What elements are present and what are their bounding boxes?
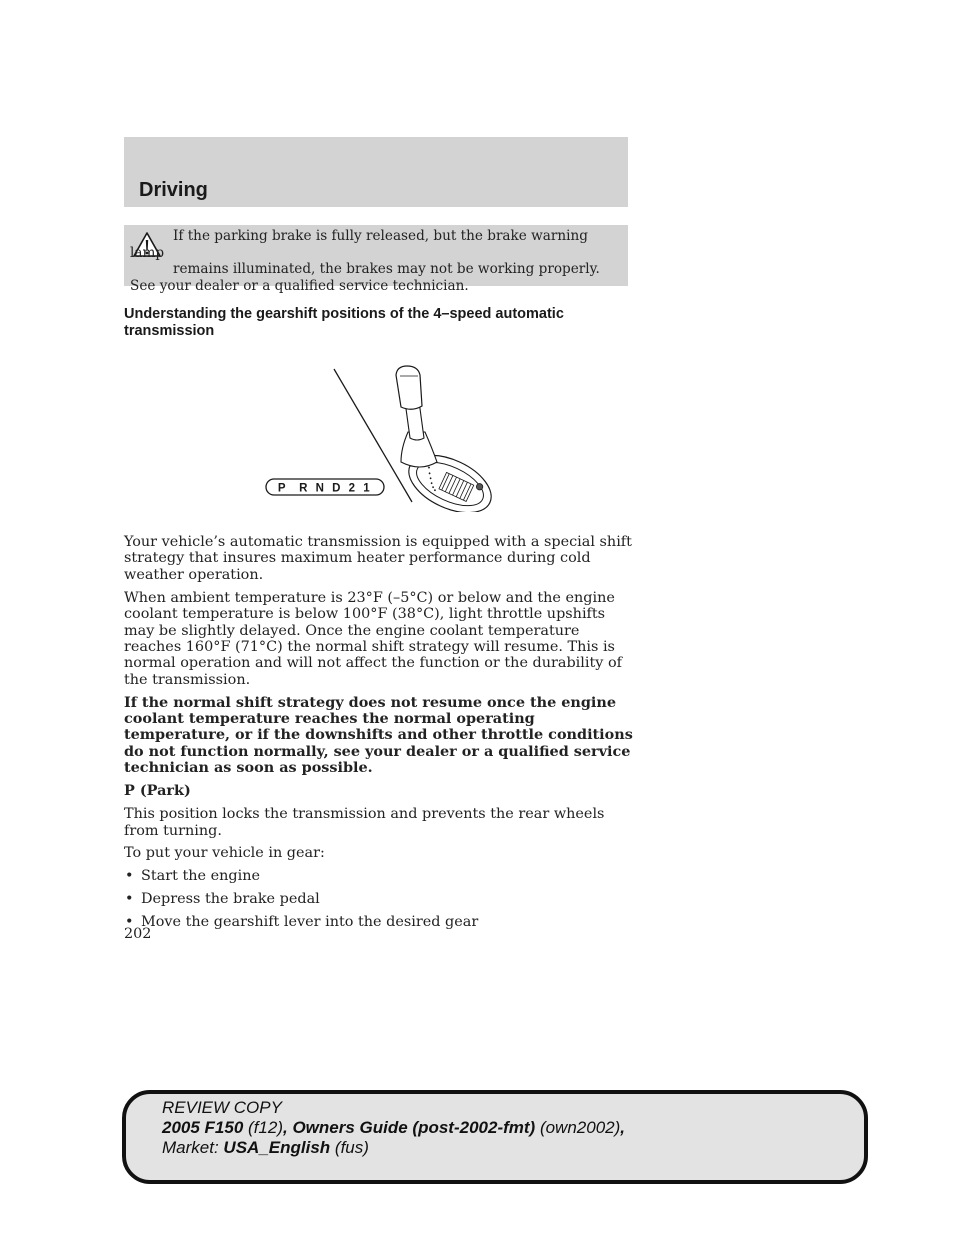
warning-text	[130, 228, 624, 294]
list-item: • Depress the brake pedal	[125, 891, 320, 908]
warning-box	[124, 225, 628, 294]
market-code: (fus)	[334, 1138, 369, 1157]
page-number: 202	[124, 926, 152, 942]
body-text	[124, 534, 634, 937]
paragraph-heater-strategy: Your vehicle’s automatic transmission is equipped with a special shift strategy that insures maximum heater performance during cold weather operation.	[124, 534, 632, 583]
warning-line-2: remains illuminated, the brakes may not be working properly.	[173, 261, 600, 277]
bullet-icon: •	[125, 868, 134, 885]
list-item: • Move the gearshift lever into the desired gear	[125, 914, 479, 931]
review-copy-label: REVIEW COPY	[162, 1098, 282, 1117]
bullet-icon: •	[125, 891, 134, 908]
list-item: • Start the engine	[125, 868, 260, 885]
paragraph-cold-weather: When ambient temperature is 23°F (–5°C) or below and the engine coolant temperature is below 100°F (38°C), light throttle upshifts may be slightly delayed. Once the engine coolant temperature reaches 160°F (71°C) the normal shift strategy will resume. This is normal operation and will not affect the function or the durability of the transmission.	[124, 589, 622, 688]
footer-comma: ,	[620, 1118, 625, 1137]
review-copy-footer	[122, 1090, 868, 1184]
steps-list	[124, 868, 634, 930]
model-code: (f12)	[248, 1118, 283, 1137]
guide-code: (own2002)	[539, 1118, 621, 1137]
subheading: Understanding the gearshift positions of the 4–speed automatic transmission	[124, 306, 564, 339]
guide-name: , Owners Guide (post-2002-fmt)	[283, 1118, 536, 1137]
market-name: USA_English	[223, 1138, 331, 1157]
market-label: Market:	[162, 1138, 219, 1157]
warning-line-3: See your dealer or a qualified service technician.	[130, 277, 469, 294]
gear-label: P R N D 2 1	[277, 482, 373, 495]
paragraph-put-in-gear: To put your vehicle in gear:	[124, 845, 325, 862]
park-heading: P (Park)	[124, 782, 191, 800]
section-header-band	[124, 137, 628, 207]
paragraph-service-warning: If the normal shift strategy does not resume once the engine coolant temperature reaches the normal operating temperature, or if the downshifts and other throttle conditions do not function normally, see your dealer or a qualified service technician as soon as possible.	[124, 693, 633, 777]
section-title: Driving	[139, 179, 208, 201]
footer-text	[162, 1098, 625, 1158]
bullet-icon: •	[125, 914, 134, 931]
gearshift-illustration	[260, 362, 500, 512]
warning-line-1: If the parking brake is fully released, but the brake warning lamp	[130, 228, 588, 261]
lever-knob	[396, 366, 422, 409]
paragraph-park: This position locks the transmission and prevents the rear wheels from turning.	[124, 806, 605, 839]
model-name: 2005 F150	[162, 1118, 244, 1137]
